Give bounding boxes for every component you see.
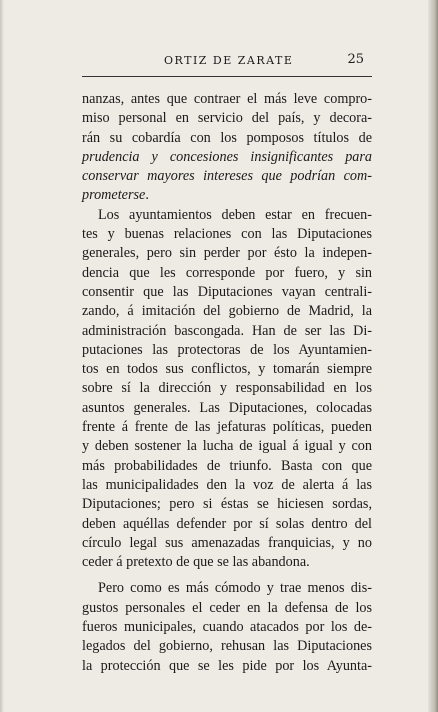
italic-text: prudencia y concesiones insignificantes para [82, 148, 372, 165]
text-segment: consentir que las Diputaciones vayan centrali- [82, 283, 372, 300]
text-line [82, 109, 372, 128]
text-line [82, 637, 372, 656]
text-line [82, 244, 372, 263]
text-line [82, 206, 372, 225]
running-head [82, 53, 370, 73]
header-rule [82, 76, 372, 77]
text-line [82, 418, 372, 437]
text-line [82, 657, 372, 676]
text-line [82, 148, 372, 167]
text-line [82, 437, 372, 456]
page-right-edge [428, 0, 438, 712]
text-segment: Diputaciones; pero si éstas se hiciesen sordas, [82, 496, 372, 513]
text-segment: Pero como es más cómodo y trae menos dis- [98, 580, 372, 597]
text-line [82, 225, 372, 244]
text-line [82, 618, 372, 637]
text-line [82, 476, 372, 495]
text-segment: rán su cobardía con los pomposos títulos de [82, 129, 372, 146]
text-segment: tes y buenas relaciones con las Diputaciones [82, 226, 372, 243]
text-segment: fueros municipales, cuando atacados por los de- [82, 619, 372, 636]
page-number: 25 [347, 52, 364, 67]
text-line [82, 264, 372, 283]
text-segment: ceder á pretexto de que se las abandona. [82, 554, 310, 571]
text-segment: y deben sostener la lucha de igual á igual y con [82, 438, 372, 455]
text-segment: sobre sí la dirección y responsabilidad en los [82, 380, 372, 397]
text-line [82, 579, 372, 598]
text-segment: administración bascongada. Han de ser las Di- [82, 322, 372, 339]
text-line [82, 302, 372, 321]
text-line [82, 360, 372, 379]
text-line [82, 599, 372, 618]
italic-text: conservar mayores intereses que podrían com- [82, 168, 372, 185]
text-line [82, 90, 372, 109]
text-line [82, 457, 372, 476]
text-segment: las municipalidades den la voz de alerta á las [82, 476, 372, 493]
text-line [82, 553, 372, 572]
text-segment: círculo legal sus amenazadas franquicias, y no [82, 534, 372, 551]
text-segment: Los ayuntamientos deben estar en frecuen- [98, 206, 372, 223]
page-left-edge [0, 0, 4, 712]
text-segment: putaciones las protectoras de los Ayuntamien- [82, 341, 372, 358]
text-segment: nanzas, antes que contraer el más leve compro- [82, 91, 372, 107]
text-segment: gustos personales el ceder en la defensa de los [82, 599, 372, 616]
text-line [82, 515, 372, 534]
text-segment: tos en todos sus conflictos, y tomarán siempre [82, 361, 372, 378]
body-text [82, 90, 372, 676]
text-line [82, 167, 372, 186]
text-segment: legados del gobierno, rehusan las Diputaciones [82, 638, 372, 655]
text-segment: dencia que les corresponde por fuero, y sin [82, 264, 372, 281]
text-line [82, 399, 372, 418]
text-line [82, 341, 372, 360]
text-line [82, 322, 372, 341]
text-segment: generales, pero sin perder por ésto la indepen- [82, 245, 372, 262]
running-head-title: ORTIZ DE ZARATE [164, 54, 294, 67]
text-segment: asuntos generales. Las Diputaciones, colocadas [82, 399, 372, 416]
text-segment: deben aquéllas defender por sí solas dentro del [82, 515, 372, 532]
italic-text: prometerse [82, 187, 146, 204]
text-segment: zando, á imitación del gobierno de Madrid, la [82, 303, 372, 320]
text-segment: miso personal en servicio del país, y decora- [82, 110, 372, 127]
text-line [82, 379, 372, 398]
text-line [82, 534, 372, 553]
text-line [82, 129, 372, 148]
text-segment: la protección que se les pide por los Ayunta- [82, 657, 372, 674]
text-segment: más probabilidades de triunfo. Basta con que [82, 457, 372, 474]
text-line [82, 495, 372, 514]
text-segment: . [145, 187, 149, 204]
text-line [82, 283, 372, 302]
text-segment: frente á frente de las jefaturas políticas, pueden [82, 419, 372, 436]
text-line [82, 186, 372, 205]
